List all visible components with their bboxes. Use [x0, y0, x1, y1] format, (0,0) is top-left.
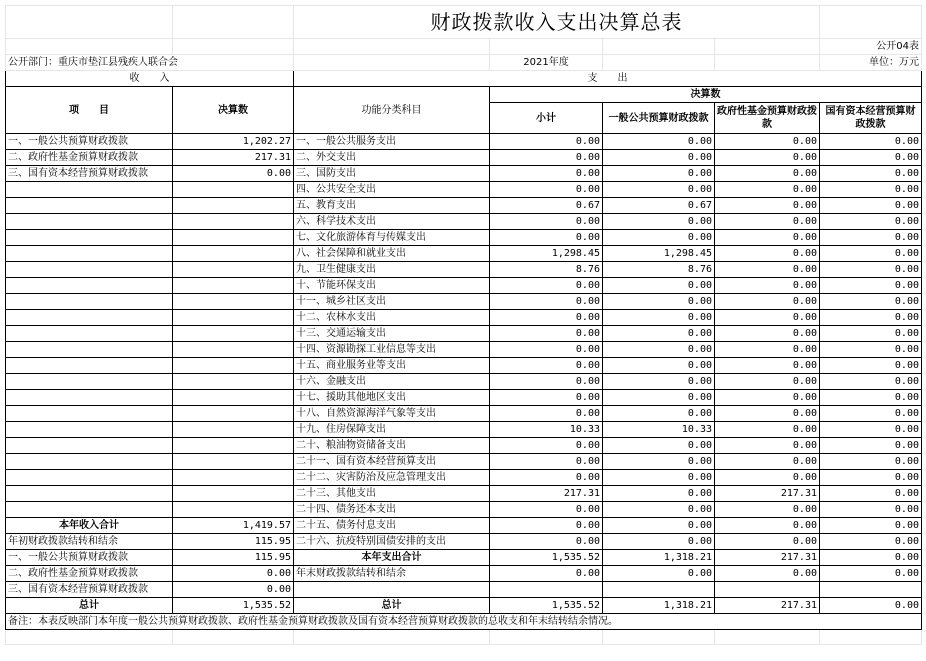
expense-general: 0.00 [603, 134, 715, 150]
state-capital-header: 国有资本经营预算财政拨款 [820, 103, 922, 134]
income-item [6, 262, 173, 278]
table-row [6, 182, 922, 198]
expense-fund: 0.00 [715, 534, 820, 550]
income-item [6, 438, 173, 454]
expense-capital: 0.00 [820, 374, 922, 390]
income-amount [173, 278, 294, 294]
expense-item: 二十一、国有资本经营预算支出 [294, 454, 490, 470]
income-item [6, 470, 173, 486]
expense-subtotal: 1,535.52 [490, 550, 603, 566]
expense-general: 0.00 [603, 406, 715, 422]
expense-capital: 0.00 [820, 134, 922, 150]
expense-fund: 0.00 [715, 310, 820, 326]
income-amount [173, 486, 294, 502]
table-row [6, 374, 922, 390]
income-item: 年初财政拨款结转和结余 [6, 534, 173, 550]
expense-subtotal: 0.00 [490, 326, 603, 342]
expense-item: 二十四、债务还本支出 [294, 502, 490, 518]
table-row [6, 534, 922, 550]
footnote: 备注：本表反映部门本年度一般公共预算财政拨款、政府性基金预算财政拨款及国有资本经营预算财政拨款的总收支和年末结转结余情况。 [6, 614, 922, 630]
amount-header: 决算数 [173, 87, 294, 134]
expense-capital: 0.00 [820, 246, 922, 262]
general-budget-header: 一般公共预算财政拨款 [603, 103, 715, 134]
table-row [6, 486, 922, 502]
expense-capital: 0.00 [820, 166, 922, 182]
expense-item: 九、卫生健康支出 [294, 262, 490, 278]
expense-general: 0.00 [603, 438, 715, 454]
expense-general: 1,318.21 [603, 550, 715, 566]
income-item: 二、政府性基金预算财政拨款 [6, 566, 173, 582]
expense-subtotal: 0.00 [490, 518, 603, 534]
income-item [6, 454, 173, 470]
income-item [6, 358, 173, 374]
income-item [6, 422, 173, 438]
expense-general: 0.00 [603, 294, 715, 310]
income-amount [173, 342, 294, 358]
expense-fund: 0.00 [715, 502, 820, 518]
expense-header: 支 出 [294, 71, 922, 87]
expense-capital: 0.00 [820, 230, 922, 246]
expense-general: 0.00 [603, 230, 715, 246]
expense-general: 0.00 [603, 150, 715, 166]
expense-fund: 0.00 [715, 134, 820, 150]
expense-capital: 0.00 [820, 198, 922, 214]
expense-fund: 0.00 [715, 230, 820, 246]
expense-item: 一、一般公共服务支出 [294, 134, 490, 150]
expense-capital: 0.00 [820, 518, 922, 534]
expense-fund [715, 582, 820, 598]
income-amount: 1,535.52 [173, 598, 294, 614]
unit-label: 单位：万元 [820, 55, 922, 71]
expense-item: 五、教育支出 [294, 198, 490, 214]
income-item [6, 486, 173, 502]
expense-subtotal: 0.00 [490, 342, 603, 358]
expense-capital: 0.00 [820, 454, 922, 470]
expense-subtotal: 10.33 [490, 422, 603, 438]
table-row [6, 390, 922, 406]
expense-subtotal: 0.00 [490, 214, 603, 230]
income-item [6, 406, 173, 422]
expense-capital: 0.00 [820, 566, 922, 582]
income-amount [173, 182, 294, 198]
income-amount [173, 246, 294, 262]
expense-subtotal: 0.00 [490, 150, 603, 166]
expense-subtotal: 0.00 [490, 358, 603, 374]
expense-item [294, 582, 490, 598]
income-item [6, 502, 173, 518]
expense-item: 二十二、灾害防治及应急管理支出 [294, 470, 490, 486]
expense-capital: 0.00 [820, 598, 922, 614]
expense-item: 七、文化旅游体育与传媒支出 [294, 230, 490, 246]
expense-fund: 0.00 [715, 198, 820, 214]
subtotal-header: 小计 [490, 103, 603, 134]
table-row [6, 566, 922, 582]
expense-capital: 0.00 [820, 278, 922, 294]
item-header: 项 目 [6, 87, 173, 134]
final-amount-header: 决算数 [490, 87, 922, 103]
expense-fund: 0.00 [715, 438, 820, 454]
budget-table [5, 5, 922, 645]
spreadsheet [5, 5, 921, 645]
expense-subtotal: 1,298.45 [490, 246, 603, 262]
expense-capital: 0.00 [820, 470, 922, 486]
expense-fund: 0.00 [715, 470, 820, 486]
income-amount: 115.95 [173, 550, 294, 566]
table-row [6, 406, 922, 422]
income-item [6, 342, 173, 358]
expense-subtotal: 0.00 [490, 278, 603, 294]
table-row [6, 342, 922, 358]
income-item [6, 182, 173, 198]
expense-general [603, 582, 715, 598]
expense-fund: 0.00 [715, 454, 820, 470]
income-amount [173, 406, 294, 422]
expense-subtotal: 0.00 [490, 470, 603, 486]
income-amount [173, 262, 294, 278]
income-item [6, 390, 173, 406]
expense-fund: 217.31 [715, 486, 820, 502]
expense-item: 十八、自然资源海洋气象等支出 [294, 406, 490, 422]
income-amount [173, 198, 294, 214]
income-item: 本年收入合计 [6, 518, 173, 534]
expense-fund: 0.00 [715, 246, 820, 262]
income-item [6, 278, 173, 294]
table-row [6, 134, 922, 150]
expense-capital: 0.00 [820, 502, 922, 518]
expense-item: 十二、农林水支出 [294, 310, 490, 326]
expense-fund: 0.00 [715, 342, 820, 358]
income-amount [173, 390, 294, 406]
income-amount [173, 454, 294, 470]
expense-item: 二十五、债务付息支出 [294, 518, 490, 534]
expense-item: 十九、住房保障支出 [294, 422, 490, 438]
income-item: 三、国有资本经营预算财政拨款 [6, 166, 173, 182]
expense-item: 六、科学技术支出 [294, 214, 490, 230]
expense-item: 二、外交支出 [294, 150, 490, 166]
department-label: 公开部门：重庆市垫江县残疾人联合会 [6, 55, 294, 71]
expense-general: 0.00 [603, 166, 715, 182]
form-number: 公开04表 [820, 39, 922, 55]
income-amount [173, 422, 294, 438]
expense-subtotal: 0.00 [490, 374, 603, 390]
expense-fund: 217.31 [715, 550, 820, 566]
income-amount [173, 326, 294, 342]
table-row [6, 198, 922, 214]
expense-subtotal: 217.31 [490, 486, 603, 502]
expense-general: 10.33 [603, 422, 715, 438]
income-item: 二、政府性基金预算财政拨款 [6, 150, 173, 166]
expense-general: 0.00 [603, 310, 715, 326]
table-row [6, 310, 922, 326]
expense-general: 0.00 [603, 358, 715, 374]
expense-subtotal: 0.00 [490, 310, 603, 326]
expense-general: 0.00 [603, 278, 715, 294]
expense-capital: 0.00 [820, 182, 922, 198]
expense-subtotal: 0.00 [490, 502, 603, 518]
func-category-header: 功能分类科目 [294, 87, 490, 134]
table-row [6, 230, 922, 246]
expense-subtotal: 0.00 [490, 438, 603, 454]
expense-subtotal: 0.00 [490, 390, 603, 406]
income-amount [173, 214, 294, 230]
expense-general: 0.00 [603, 342, 715, 358]
expense-fund: 0.00 [715, 374, 820, 390]
expense-item: 二十三、其他支出 [294, 486, 490, 502]
income-amount: 1,202.27 [173, 134, 294, 150]
table-row [6, 454, 922, 470]
expense-capital: 0.00 [820, 422, 922, 438]
income-item [6, 198, 173, 214]
expense-general: 0.00 [603, 454, 715, 470]
table-row [6, 150, 922, 166]
expense-capital: 0.00 [820, 326, 922, 342]
table-row [6, 358, 922, 374]
expense-general: 0.00 [603, 326, 715, 342]
expense-general: 0.00 [603, 470, 715, 486]
expense-capital: 0.00 [820, 390, 922, 406]
expense-general: 0.00 [603, 534, 715, 550]
expense-general: 1,318.21 [603, 598, 715, 614]
expense-subtotal: 0.00 [490, 566, 603, 582]
income-amount: 0.00 [173, 582, 294, 598]
expense-subtotal: 1,535.52 [490, 598, 603, 614]
expense-fund: 0.00 [715, 358, 820, 374]
expense-capital: 0.00 [820, 310, 922, 326]
table-row [6, 598, 922, 614]
table-row [6, 294, 922, 310]
expense-item: 十三、交通运输支出 [294, 326, 490, 342]
expense-general: 0.00 [603, 486, 715, 502]
income-amount: 0.00 [173, 166, 294, 182]
expense-item: 十七、援助其他地区支出 [294, 390, 490, 406]
income-amount [173, 374, 294, 390]
expense-capital [820, 582, 922, 598]
expense-capital: 0.00 [820, 358, 922, 374]
income-amount: 217.31 [173, 150, 294, 166]
expense-subtotal [490, 582, 603, 598]
table-row [6, 246, 922, 262]
expense-general: 1,298.45 [603, 246, 715, 262]
expense-fund: 0.00 [715, 182, 820, 198]
income-item [6, 230, 173, 246]
expense-item: 十四、资源勘探工业信息等支出 [294, 342, 490, 358]
expense-subtotal: 0.67 [490, 198, 603, 214]
expense-capital: 0.00 [820, 150, 922, 166]
expense-fund: 0.00 [715, 278, 820, 294]
table-row [6, 326, 922, 342]
expense-item: 二十、粮油物资储备支出 [294, 438, 490, 454]
income-amount [173, 294, 294, 310]
expense-general: 0.00 [603, 502, 715, 518]
expense-general: 0.00 [603, 182, 715, 198]
table-row [6, 470, 922, 486]
expense-capital: 0.00 [820, 486, 922, 502]
expense-subtotal: 0.00 [490, 134, 603, 150]
expense-capital: 0.00 [820, 550, 922, 566]
expense-capital: 0.00 [820, 438, 922, 454]
income-amount [173, 310, 294, 326]
income-amount [173, 358, 294, 374]
income-amount [173, 502, 294, 518]
expense-fund: 217.31 [715, 598, 820, 614]
expense-capital: 0.00 [820, 406, 922, 422]
expense-general: 0.00 [603, 390, 715, 406]
expense-general: 0.00 [603, 566, 715, 582]
expense-item: 十五、商业服务业等支出 [294, 358, 490, 374]
expense-subtotal: 0.00 [490, 406, 603, 422]
income-item: 一、一般公共预算财政拨款 [6, 550, 173, 566]
expense-subtotal: 0.00 [490, 182, 603, 198]
expense-capital: 0.00 [820, 262, 922, 278]
expense-fund: 0.00 [715, 150, 820, 166]
income-item [6, 374, 173, 390]
expense-item: 年末财政拨款结转和结余 [294, 566, 490, 582]
table-row [6, 502, 922, 518]
expense-item: 十、节能环保支出 [294, 278, 490, 294]
income-item [6, 246, 173, 262]
expense-fund: 0.00 [715, 566, 820, 582]
table-row [6, 214, 922, 230]
income-item: 总计 [6, 598, 173, 614]
expense-item: 二十六、抗疫特别国债安排的支出 [294, 534, 490, 550]
table-row [6, 438, 922, 454]
income-amount: 0.00 [173, 566, 294, 582]
expense-item: 总计 [294, 598, 490, 614]
expense-subtotal: 0.00 [490, 534, 603, 550]
expense-fund: 0.00 [715, 406, 820, 422]
expense-capital: 0.00 [820, 342, 922, 358]
expense-general: 8.76 [603, 262, 715, 278]
income-item: 一、一般公共预算财政拨款 [6, 134, 173, 150]
table-row [6, 278, 922, 294]
table-row [6, 262, 922, 278]
income-item [6, 326, 173, 342]
expense-subtotal: 0.00 [490, 454, 603, 470]
expense-item: 十一、城乡社区支出 [294, 294, 490, 310]
fund-budget-header: 政府性基金预算财政拨款 [715, 103, 820, 134]
expense-general: 0.00 [603, 518, 715, 534]
expense-fund: 0.00 [715, 518, 820, 534]
expense-general: 0.00 [603, 374, 715, 390]
expense-subtotal: 0.00 [490, 294, 603, 310]
expense-fund: 0.00 [715, 422, 820, 438]
page-title: 财政拨款收入支出决算总表 [294, 6, 820, 39]
table-row [6, 422, 922, 438]
income-amount [173, 438, 294, 454]
expense-item: 四、公共安全支出 [294, 182, 490, 198]
expense-general: 0.67 [603, 198, 715, 214]
expense-capital: 0.00 [820, 534, 922, 550]
expense-subtotal: 8.76 [490, 262, 603, 278]
income-amount [173, 470, 294, 486]
expense-capital: 0.00 [820, 214, 922, 230]
expense-fund: 0.00 [715, 390, 820, 406]
table-row [6, 166, 922, 182]
expense-fund: 0.00 [715, 214, 820, 230]
table-row [6, 582, 922, 598]
fiscal-year: 2021年度 [490, 55, 603, 71]
expense-capital: 0.00 [820, 294, 922, 310]
expense-fund: 0.00 [715, 294, 820, 310]
expense-item: 八、社会保障和就业支出 [294, 246, 490, 262]
expense-fund: 0.00 [715, 166, 820, 182]
expense-fund: 0.00 [715, 262, 820, 278]
income-amount: 115.95 [173, 534, 294, 550]
income-item [6, 294, 173, 310]
income-item: 三、国有资本经营预算财政拨款 [6, 582, 173, 598]
table-row [6, 518, 922, 534]
income-item [6, 310, 173, 326]
table-row [6, 550, 922, 566]
income-header: 收 入 [6, 71, 294, 87]
expense-fund: 0.00 [715, 326, 820, 342]
expense-item: 本年支出合计 [294, 550, 490, 566]
income-amount [173, 230, 294, 246]
expense-subtotal: 0.00 [490, 166, 603, 182]
expense-general: 0.00 [603, 214, 715, 230]
expense-subtotal: 0.00 [490, 230, 603, 246]
income-item [6, 214, 173, 230]
income-amount: 1,419.57 [173, 518, 294, 534]
expense-item: 十六、金融支出 [294, 374, 490, 390]
expense-item: 三、国防支出 [294, 166, 490, 182]
